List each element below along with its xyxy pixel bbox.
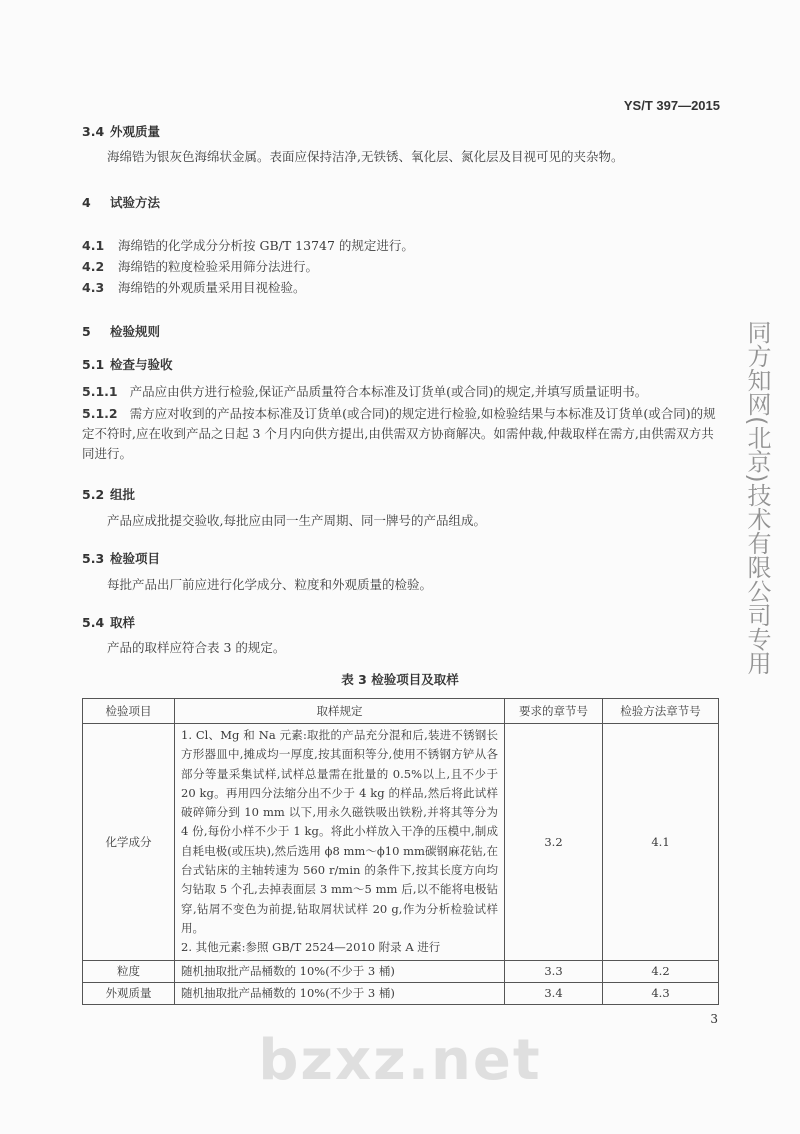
- column-header: 取样规定: [175, 699, 505, 724]
- section-heading: 5.4 取样: [82, 615, 136, 630]
- column-header: 检验项目: [83, 699, 175, 724]
- table-row: [83, 960, 719, 982]
- cell-item: 外观质量: [83, 982, 175, 1004]
- document-body: [82, 122, 718, 1093]
- cell-item: 粒度: [83, 960, 175, 982]
- table-caption: 表 3 检验项目及取样: [341, 672, 459, 687]
- table-row: [83, 724, 719, 961]
- cell-rule: 1. Cl、Mg 和 Na 元素:取批的产品充分混和后,装进不锈钢长方形器皿中,摊成均一厚度,按其面积等分,使用不锈钢方铲从各部分等量采集试样,试样总量需在批量的 0.5%以上,且不少于 20 kg。再用四分法缩分出不少于 4 kg 的样品,然后将此试样破碎筛分到 10 mm 以下,用永久磁铁吸出铁粉,并将其等分为 4 份,每份小样不少于 1 kg。将此小样放入干净的压模中,制成自耗电极(或压块),然后选用 ϕ8 mm～ϕ10 mm碳钢麻花钻,在台式钻床的主轴转速为 560 r/min 的条件下,按其长度方向均匀钻取 5 个孔,去掉表面层 3 mm～5 mm 后,以不能将电极钻穿,钻屑不变色为前提,钻取屑状试样 20 g,作为分析检验试样用。 2. 其他元素:参照 GB/T 2524—2010 附录 A 进行: [175, 724, 505, 961]
- clause: 5.1.1 产品应由供方进行检验,保证产品质量符合本标准及订货单(或合同)的规定,并填写质量证明书。: [82, 384, 648, 399]
- clause: 5.1.2 需方应对收到的产品按本标准及订货单(或合同)的规定进行检验,如检验结果与本标准及订货单(或合同)的规定不符时,应在收到产品之日起 3 个月内向供方提出,由供需双方协商解决。如需仲裁,仲裁取样在需方,由供需双方共同进行。: [82, 406, 716, 461]
- cell-method: 4.1: [603, 724, 719, 961]
- cell-rule: 随机抽取批产品桶数的 10%(不少于 3 桶): [175, 982, 505, 1004]
- cell-req: 3.4: [505, 982, 603, 1004]
- cell-req: 3.2: [505, 724, 603, 961]
- section-text: 每批产品出厂前应进行化学成分、粒度和外观质量的检验。: [107, 577, 433, 592]
- clause: 4.2 海绵锆的粒度检验采用筛分法进行。: [82, 259, 319, 274]
- cell-item: 化学成分: [83, 724, 175, 961]
- cell-req: 3.3: [505, 960, 603, 982]
- page-number: 3: [710, 1011, 718, 1026]
- table-header-row: [83, 699, 719, 724]
- clause: 4.3 海绵锆的外观质量采用目视检验。: [82, 280, 306, 295]
- clause: 4.1 海绵锆的化学成分分析按 GB/T 13747 的规定进行。: [82, 238, 414, 253]
- standard-number: YS/T 397—2015: [623, 98, 720, 113]
- cell-method: 4.3: [603, 982, 719, 1004]
- site-watermark: bzxz.net: [258, 1027, 542, 1093]
- section-text: 产品的取样应符合表 3 的规定。: [107, 640, 286, 655]
- section-heading: 4 试验方法: [82, 195, 161, 210]
- section-heading: 3.4 外观质量: [82, 124, 161, 139]
- column-header: 检验方法章节号: [603, 699, 719, 724]
- column-header: 要求的章节号: [505, 699, 603, 724]
- section-heading: 5.3 检验项目: [82, 551, 161, 566]
- cell-rule: 随机抽取批产品桶数的 10%(不少于 3 桶): [175, 960, 505, 982]
- section-text: 海绵锆为银灰色海绵状金属。表面应保持洁净,无铁锈、氧化层、氮化层及目视可见的夹杂物。: [107, 149, 624, 164]
- section-heading: 5.2 组批: [82, 487, 136, 502]
- section-heading: 5.1 检查与验收: [82, 357, 173, 372]
- stamp-watermark: 同方知网(北京)技术有限公司专用: [743, 320, 771, 675]
- section-text: 产品应成批提交验收,每批应由同一生产周期、同一牌号的产品组成。: [107, 513, 486, 528]
- sampling-table: [82, 698, 719, 1005]
- section-heading: 5 检验规则: [82, 324, 161, 339]
- table-row: [83, 982, 719, 1004]
- cell-method: 4.2: [603, 960, 719, 982]
